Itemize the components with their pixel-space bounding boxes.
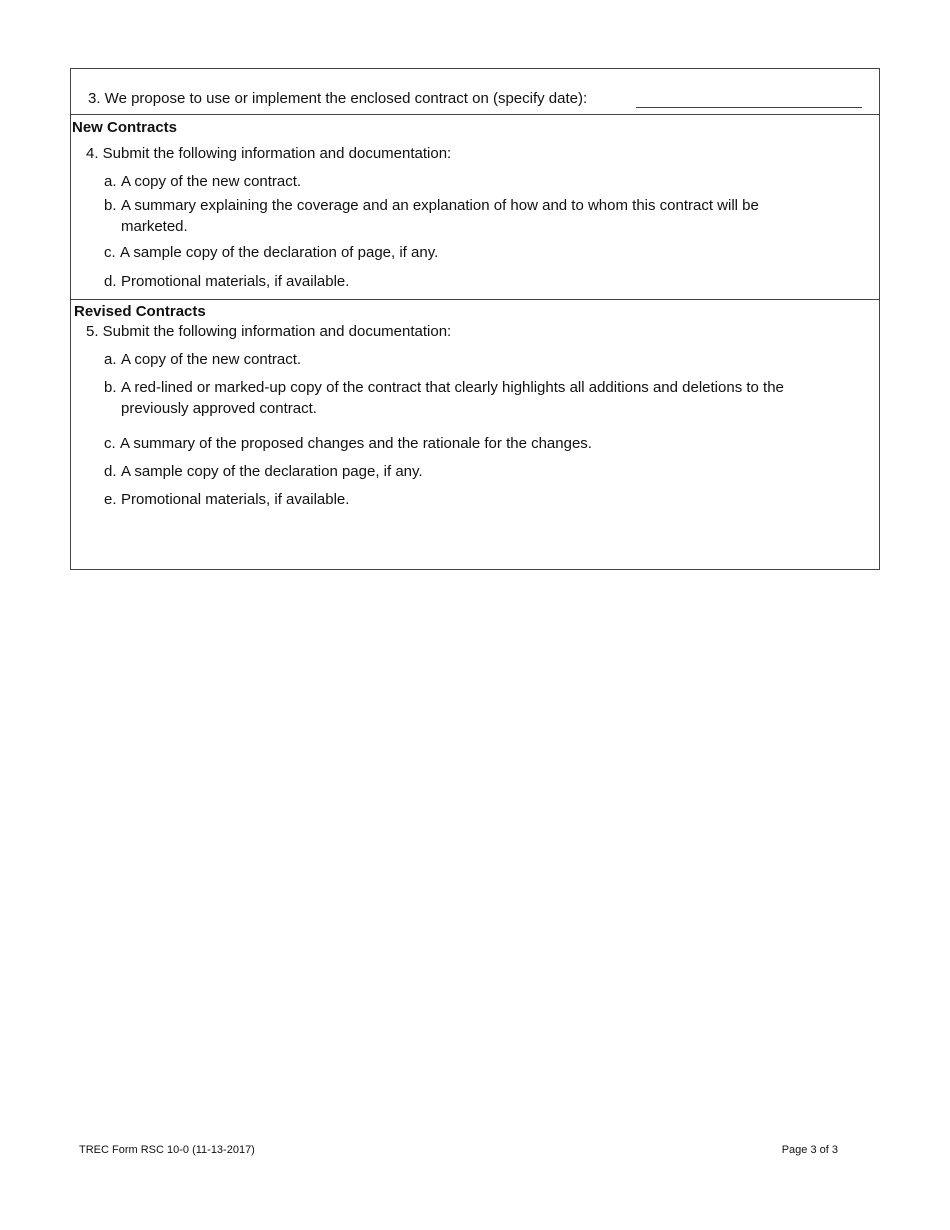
revised-item-d-marker: d. (104, 463, 117, 480)
form-box (70, 68, 880, 570)
new-item-c-text: A sample copy of the declaration of page, if any. (120, 244, 439, 261)
item-3-text: 3. We propose to use or implement the enclosed contract on (specify date): (88, 90, 588, 107)
new-item-d-marker: d. (104, 273, 117, 290)
revised-item-d-text: A sample copy of the declaration page, if any. (121, 463, 423, 480)
revised-item-c-marker: c. (104, 435, 116, 452)
new-contracts-section (71, 115, 879, 300)
new-item-a-text: A copy of the new contract. (121, 173, 302, 190)
revised-item-c-text: A summary of the proposed changes and the rationale for the changes. (120, 435, 592, 452)
revised-item-e-text: Promotional materials, if available. (121, 491, 350, 508)
new-contracts-heading: New Contracts (72, 119, 178, 136)
new-item-c-marker: c. (104, 244, 116, 261)
specify-date-field[interactable] (636, 107, 862, 108)
revised-item-a-text: A copy of the new contract. (121, 351, 302, 368)
footer-page-number: Page 3 of 3 (781, 1144, 838, 1156)
revised-item-b-marker: b. (104, 379, 117, 396)
revised-item-e-marker: e. (104, 491, 117, 508)
revised-item-a-marker: a. (104, 351, 117, 368)
new-item-a-marker: a. (104, 173, 117, 190)
new-item-d-text: Promotional materials, if available. (121, 273, 350, 290)
revised-contracts-section (71, 300, 879, 571)
revised-contracts-heading: Revised Contracts (74, 303, 206, 320)
new-item-b-text: A summary explaining the coverage and an explanation of how and to whom this contract will be marketed. (121, 197, 759, 235)
proposed-date-section (71, 69, 879, 115)
item-4-intro: 4. Submit the following information and documentation: (86, 145, 452, 162)
new-item-b-marker: b. (104, 197, 117, 214)
revised-item-b-text: A red-lined or marked-up copy of the contract that clearly highlights all additions and deletions to the previously approved contract. (121, 379, 784, 417)
item-5-intro: 5. Submit the following information and documentation: (86, 323, 452, 340)
footer-form-id: TREC Form RSC 10-0 (11-13-2017) (79, 1144, 255, 1156)
